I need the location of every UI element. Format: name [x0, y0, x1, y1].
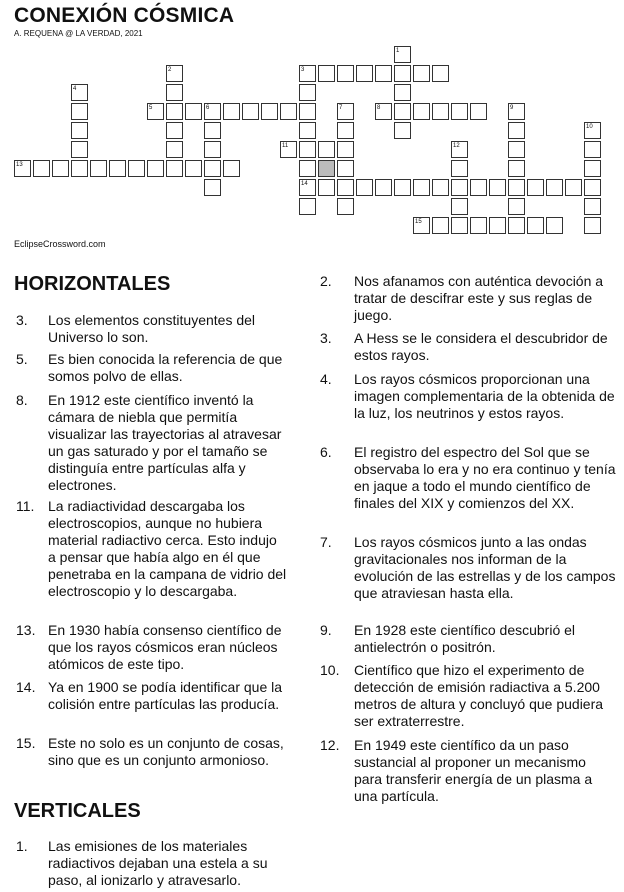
grid-cell[interactable]: [166, 160, 183, 177]
grid-cell[interactable]: [432, 103, 449, 120]
clue-number-label: 2: [168, 67, 172, 73]
grid-cell[interactable]: [584, 141, 601, 158]
grid-cell[interactable]: [394, 84, 411, 101]
clue-text: Los rayos cósmicos junto a las ondas gravitacionales nos informan de la evolución de las estrellas y de los campos que atraviesan hasta ella.: [354, 534, 616, 601]
grid-cell[interactable]: [166, 84, 183, 101]
grid-cell[interactable]: [508, 198, 525, 215]
grid-cell[interactable]: [71, 122, 88, 139]
grid-cell[interactable]: [90, 160, 107, 177]
crossword-grid[interactable]: [0, 0, 624, 245]
clue-number-label: 1: [396, 48, 400, 54]
grid-cell[interactable]: [584, 198, 601, 215]
grid-cell[interactable]: [546, 179, 563, 196]
grid-cell[interactable]: [470, 179, 487, 196]
verticales-heading: VERTICALES: [14, 800, 141, 822]
clue-number-label: 12: [453, 143, 460, 149]
grid-cell[interactable]: [451, 160, 468, 177]
grid-cell[interactable]: [470, 103, 487, 120]
grid-cell[interactable]: [470, 217, 487, 234]
clue-text: Los elementos constituyentes del Universo lo son.: [48, 312, 256, 345]
grid-cell[interactable]: [489, 217, 506, 234]
grid-cell[interactable]: [337, 65, 354, 82]
grid-cell[interactable]: [394, 122, 411, 139]
grid-cell[interactable]: [508, 217, 525, 234]
clue-number-label: 7: [339, 105, 343, 111]
clue-number: 12.: [320, 737, 340, 753]
grid-cell[interactable]: [337, 179, 354, 196]
clue-number: 2.: [320, 273, 332, 289]
grid-cell[interactable]: [318, 65, 335, 82]
clue-text: A Hess se le considera el descubridor de estos rayos.: [354, 330, 608, 363]
clue-text: Científico que hizo el experimento de detección de emisión radiactiva a 5.200 metros de altura y concluyó que pudiera ser extraterrestre.: [354, 662, 604, 729]
clue-number-label: 4: [73, 86, 77, 92]
clue-number-label: 14: [301, 181, 308, 187]
grid-cell[interactable]: [318, 179, 335, 196]
grid-cell[interactable]: [432, 217, 449, 234]
clue-number: 3.: [320, 330, 332, 346]
clue-number-label: 9: [510, 105, 514, 111]
clue-text: Es bien conocida la referencia de que somos polvo de ellas.: [48, 351, 283, 384]
grid-cell[interactable]: [299, 160, 316, 177]
clue-text: En 1928 este científico descubrió el antielectrón o positrón.: [354, 622, 576, 655]
grid-cell[interactable]: [242, 103, 259, 120]
grid-cell[interactable]: [413, 65, 430, 82]
grid-cell[interactable]: [546, 217, 563, 234]
grid-cell[interactable]: [204, 141, 221, 158]
grid-cell[interactable]: [508, 179, 525, 196]
clue-text: En 1912 este científico inventó la cámara de niebla que permitía visualizar las trayectorias al atravesar un gas saturado y por el tamaño se distinguía entre partículas alfa y electrones.: [48, 392, 282, 493]
grid-cell[interactable]: [356, 65, 373, 82]
clue-number-label: 5: [149, 105, 153, 111]
grid-cell[interactable]: [584, 179, 601, 196]
clue-number: 8.: [16, 392, 28, 408]
clue-number-label: 10: [586, 124, 593, 130]
grid-cell[interactable]: [71, 141, 88, 158]
grid-cell[interactable]: [204, 122, 221, 139]
grid-cell[interactable]: [508, 141, 525, 158]
grid-cell[interactable]: [527, 179, 544, 196]
grid-cell[interactable]: [565, 179, 582, 196]
clue-text: Ya en 1900 se podía identificar que la colisión entre partículas las producía.: [48, 679, 283, 712]
clue-number: 14.: [16, 679, 36, 695]
grid-cell[interactable]: [166, 141, 183, 158]
grid-cell[interactable]: [451, 103, 468, 120]
page-title: CONEXIÓN CÓSMICA: [14, 4, 235, 27]
grid-cell[interactable]: [299, 103, 316, 120]
clue-text: Nos afanamos con auténtica devoción a tratar de descifrar este y sus reglas de juego.: [354, 273, 604, 323]
clue-number: 10.: [320, 662, 340, 678]
clue-number: 3.: [16, 312, 28, 328]
grid-cell[interactable]: [356, 179, 373, 196]
grid-cell[interactable]: [432, 65, 449, 82]
clue-number-label: 6: [206, 105, 210, 111]
grid-cell[interactable]: [394, 65, 411, 82]
clue-number-label: 3: [301, 67, 305, 73]
grid-cell[interactable]: [109, 160, 126, 177]
grid-cell[interactable]: [166, 103, 183, 120]
grid-cell[interactable]: [432, 179, 449, 196]
clue-text: Las emisiones de los materiales radiactivos dejaban una estela a su paso, al ionizarlo y atravesarlo.: [48, 838, 268, 888]
grid-cell[interactable]: [337, 160, 354, 177]
grid-cell[interactable]: [147, 160, 164, 177]
grid-cell[interactable]: [204, 179, 221, 196]
grid-cell[interactable]: [185, 160, 202, 177]
grid-cell[interactable]: [166, 122, 183, 139]
grid-cell[interactable]: [584, 160, 601, 177]
grid-cell[interactable]: [337, 198, 354, 215]
grid-cell[interactable]: [223, 103, 240, 120]
grid-cell[interactable]: [280, 103, 297, 120]
clue-text: En 1949 este científico da un paso sustancial al proponer un mecanismo para transferir energía de un plasma a una partícula.: [354, 737, 593, 804]
clue-number: 1.: [16, 838, 28, 854]
clue-number: 13.: [16, 622, 36, 638]
grid-cell[interactable]: [299, 84, 316, 101]
grid-cell[interactable]: [71, 103, 88, 120]
clue-number: 15.: [16, 735, 36, 751]
grid-cell[interactable]: [508, 160, 525, 177]
grid-cell[interactable]: [299, 141, 316, 158]
grid-cell[interactable]: [584, 217, 601, 234]
grid-cell[interactable]: [451, 198, 468, 215]
grid-cell[interactable]: [261, 103, 278, 120]
grid-cell[interactable]: [508, 122, 525, 139]
horizontales-heading: HORIZONTALES: [14, 273, 171, 295]
grid-cell[interactable]: [128, 160, 145, 177]
clue-text: En 1930 había consenso científico de que los rayos cósmicos eran núcleos atómicos de este tipo.: [48, 622, 282, 672]
clue-number: 6.: [320, 444, 332, 460]
clue-number: 7.: [320, 534, 332, 550]
grid-cell[interactable]: [318, 141, 335, 158]
clue-text: Los rayos cósmicos proporcionan una imagen complementaria de la obtenida de la luz, los neutrinos y estos rayos.: [354, 371, 615, 421]
grid-cell[interactable]: [204, 160, 221, 177]
clue-number-label: 15: [415, 219, 422, 225]
site-credit: EclipseCrossword.com: [14, 239, 106, 249]
grid-cell[interactable]: [527, 217, 544, 234]
clue-number-label: 8: [377, 105, 381, 111]
grid-cell[interactable]: [185, 103, 202, 120]
grid-cell[interactable]: [33, 160, 50, 177]
grid-cell[interactable]: [413, 103, 430, 120]
grid-cell-blocked: [318, 160, 335, 177]
clue-number: 4.: [320, 371, 332, 387]
clue-text: El registro del espectro del Sol que se observaba lo era y no era continuo y tenía en jaque a todo el mundo científico de finales del XIX y comienzos del XX.: [354, 444, 616, 511]
grid-cell[interactable]: [394, 103, 411, 120]
grid-cell[interactable]: [375, 65, 392, 82]
clue-number: 5.: [16, 351, 28, 367]
grid-cell[interactable]: [394, 179, 411, 196]
grid-cell[interactable]: [52, 160, 69, 177]
grid-cell[interactable]: [71, 160, 88, 177]
grid-cell[interactable]: [451, 217, 468, 234]
grid-cell[interactable]: [375, 179, 392, 196]
clue-number-label: 11: [282, 143, 289, 149]
clue-number: 9.: [320, 622, 332, 638]
clue-number-label: 13: [16, 162, 23, 168]
grid-cell[interactable]: [413, 179, 430, 196]
grid-cell[interactable]: [299, 122, 316, 139]
grid-cell[interactable]: [489, 179, 506, 196]
grid-cell[interactable]: [337, 122, 354, 139]
grid-cell[interactable]: [451, 179, 468, 196]
grid-cell[interactable]: [337, 141, 354, 158]
clue-text: La radiactividad descargaba los electroscopios, aunque no hubiera material radiactivo cerca. Esto indujo a pensar que había algo en él que penetraba en la campana de vidrio del electroscopio y lo descargaba.: [48, 498, 287, 599]
grid-cell[interactable]: [223, 160, 240, 177]
grid-cell[interactable]: [299, 198, 316, 215]
author-credit: A. REQUENA @ LA VERDAD, 2021: [14, 29, 143, 38]
clue-number: 11.: [16, 498, 35, 514]
clue-text: Este no solo es un conjunto de cosas, sino que es un conjunto armonioso.: [48, 735, 284, 768]
